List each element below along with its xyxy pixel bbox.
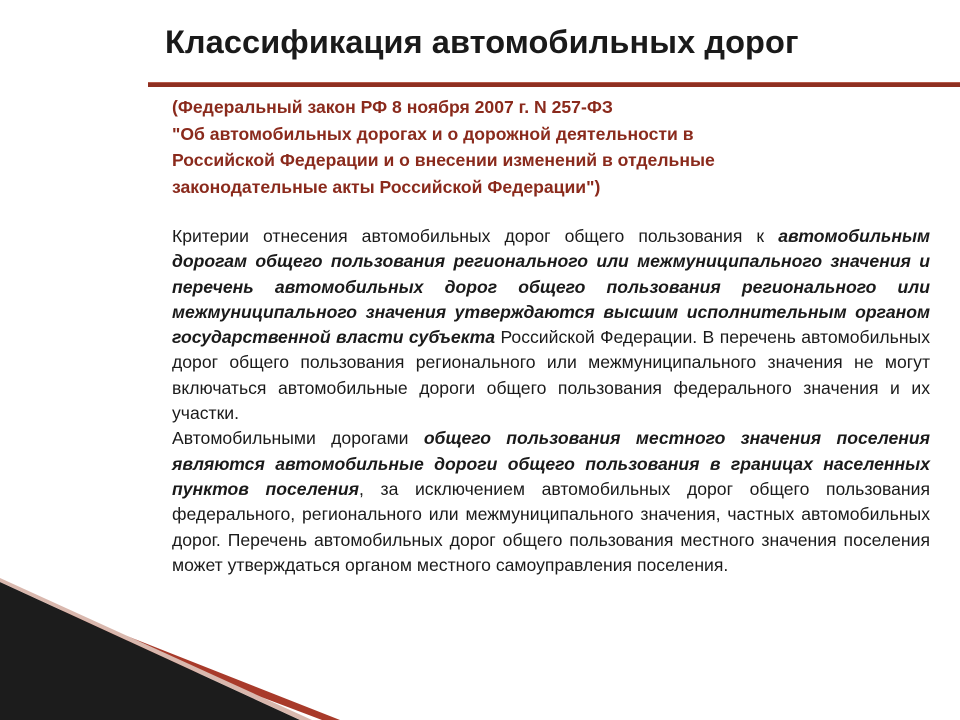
- paragraph-1-emphasis: автомобильным дорогам общего пользования регионального или межмуниципального значения и перечень автомобильных дорог общего пользования регионального или межмуниципального значения утверждаются высшим исполнительным органом государственной власти субъекта: [172, 226, 930, 348]
- paragraph-2-emphasis-b: поселения являются автомобильные дороги общего пользования в границах населенных пунктов поселения: [172, 428, 930, 499]
- law-reference-line-2: "Об автомобильных дорогах и о дорожной деятельности в: [172, 123, 694, 144]
- paragraph-2-text-a: Автомобильными дорогами: [172, 428, 424, 449]
- paragraph-local-roads: [172, 426, 930, 578]
- law-reference-line-3: Российской Федерации и о внесении изменений в отдельные: [172, 150, 715, 170]
- slide-title: Классификация автомобильных дорог: [165, 24, 799, 60]
- paragraph-2-emphasis-a: общего пользования местного значения: [423, 428, 822, 449]
- decorative-wedge: [0, 560, 420, 720]
- paragraph-1-text-b: Российской Федерации. В перечень автомобильных дорог общего пользования регионального или межмуниципального значения не могут включаться автомобильные дороги общего пользования федерального значения и их участки.: [172, 327, 930, 424]
- title-divider: [148, 82, 960, 87]
- law-reference-line-4: законодательные акты Российской Федерации"): [172, 176, 601, 197]
- body-text: [172, 224, 930, 578]
- law-reference: [172, 94, 872, 200]
- paragraph-2-space: [821, 428, 836, 448]
- paragraph-2-text-b: , за исключением автомобильных дорог общего пользования федерального, регионального или межмуниципального значения, частных автомобильных дорог. Перечень автомобильных дорог общего пользования местного значения поселения может утверждаться органом местного самоуправления поселения.: [172, 478, 930, 575]
- paragraph-regional-roads: [172, 224, 930, 426]
- paragraph-1-text-a: Критерии отнесения автомобильных дорог общего пользования к: [172, 226, 779, 246]
- law-reference-line-1: (Федеральный закон РФ 8 ноября 2007 г. N 257-ФЗ: [172, 97, 613, 117]
